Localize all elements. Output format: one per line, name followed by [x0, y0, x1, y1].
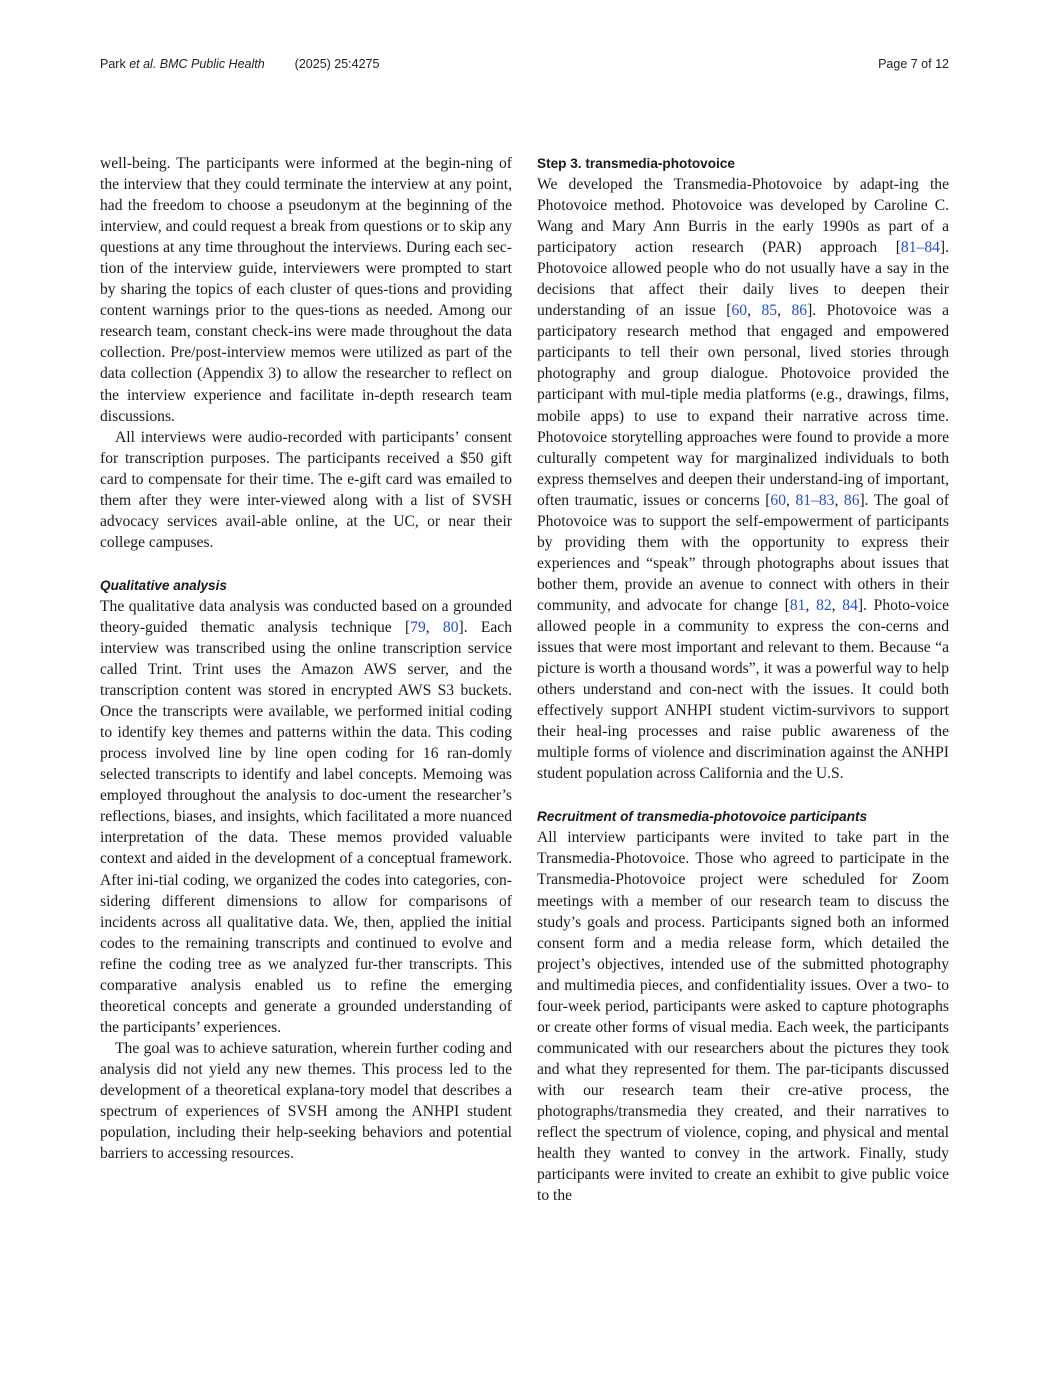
right-column: [537, 153, 949, 1206]
heading-recruitment: Recruitment of transmedia-photovoice participants: [537, 809, 868, 825]
reference-link[interactable]: 81–83: [795, 491, 835, 509]
left-column: [100, 153, 512, 1164]
reference-link[interactable]: 86: [843, 491, 860, 509]
reference-link[interactable]: 84: [842, 596, 858, 614]
paragraph-wellbeing: well-being. The participants were informed at the begin-ning of the interview that they could terminate the interview at any point, had the freedom to choose a pseudonym at the beginning of the interview, and could request a break from questions or to skip any questions at any time throughout the interviews. During each sec-tion of the interview guide, interviewers were prompted to start by sharing the topics of each cluster of ques-tions and providing content warnings prior to the ques-tions as needed. Among our research team, constant check-ins were made throughout the data collection. Pre/post-interview memos were utilized as part of the data collection (Appendix 3) to allow the researcher to reflect on the interview experience and facilitate in-depth research team discussions.: [100, 155, 512, 425]
reference-link[interactable]: 81: [789, 596, 806, 614]
reference-link[interactable]: 82: [816, 596, 832, 614]
page-number: Page 7 of 12: [878, 57, 949, 71]
paragraph-qualitative-analysis: The qualitative data analysis was conducted based on a grounded theory-guided thematic analysis technique [79, 80]. Each interview was transcribed using the online transcription service called Trint. Trint uses the Amazon AWS server, and the transcription content was stored in encrypted AWS S3 buckets. Once the transcripts were available, we performed initial coding to identify key themes and patterns within the data. This coding process involved line by line open coding for 16 ran-domly selected transcripts to identify and label concepts. Memoing was employed throughout the analysis to doc-ument the researcher’s reflections, biases, and insights, which facilitated a more nuanced interpretation of the data. These memos provided valuable context and aided in the development of a conceptual framework. After ini-tial coding, we organized the codes into categories, con-sidering different dimensions to allow for comparisons of incidents across all qualitative data. We, then, applied the initial codes to the remaining transcripts and continued to evolve and refine the coding tree as we analyzed fur-ther transcripts. This comparative analysis enabled us to refine the emerging theoretical concepts and generate a grounded understanding of the participants’ experiences.: [100, 597, 512, 1036]
reference-link[interactable]: 60: [770, 491, 786, 509]
paragraph-recruitment: All interview participants were invited to take part in the Transmedia-Photovoice. Those who agreed to participate in the Transmedia-Photovoice project were scheduled for Zoom meetings with a member of our research team to discuss the study’s goals and process. Participants signed both an informed consent form and a media release form, which detailed the project’s objectives, intended use of the submitted photography and multimedia pieces, and confidentiality issues. Over a two- to four-week period, participants were asked to capture photographs or create other forms of visual media. Each week, the participants communicated with our researchers about the pictures they took and what they represented for them. The par-ticipants discussed with our research team their cre-ative process, the photographs/transmedia they created, and their narratives to reflect the spectrum of violence, coping, and physical and mental health they wanted to convey in the artwork. Finally, study participants were invited to create an exhibit to give public voice to the: [537, 829, 949, 1205]
running-head-journal: BMC Public Health: [156, 57, 265, 71]
running-head: [100, 57, 379, 71]
running-head-etal: et al.: [129, 57, 157, 71]
running-head-citation: (2025) 25:4275: [294, 57, 380, 71]
reference-link[interactable]: 85: [761, 302, 778, 320]
reference-link[interactable]: 79: [410, 618, 426, 636]
heading-qualitative-analysis: Qualitative analysis: [100, 577, 227, 593]
paragraph-photovoice: We developed the Transmedia-Photovoice by adapt-ing the Photovoice method. Photovoice was developed by Caroline C. Wang and Mary Ann Burris in the early 1990s as part of a participatory action research (PAR) approach [81–84]. Photovoice allowed people who do not usually have a say in the decisions that affect their daily lives to deepen their understanding of an issue [60, 85, 86]. Photovoice was a participatory research method that engaged and empowered participants to tell their own personal, lived stories through photography and group dialogue. Photovoice provided the participant with mul-tiple media platforms (e.g., drawings, films, mobile apps) to use to expand their narrative across time. Photovoice storytelling approaches were found to provide a more culturally competent way for marginalized individuals to both express themselves and deepen their understand-ing of important, often traumatic, issues or concerns [60, 81–83, 86]. The goal of Photovoice was to support the self-empowerment of participants by providing them with the opportunity to express their experiences and “speak” through photographs about issues that bother them, provide an avenue to connect with others in their community, and advocate for change [81, 82, 84]. Photo-voice allowed people in a community to express the con-cerns and issues that were most important and relevant to them. Because “a picture is worth a thousand words”, it was a powerful way to help others understand and con-nect with the issues. It could both effectively support ANHPI student victim-survivors to support their heal-ing processes and raise public awareness of the multiple forms of violence and discrimination against the ANHPI student population across California and the U.S.: [537, 176, 950, 783]
reference-link[interactable]: 60: [731, 302, 748, 320]
paragraph-saturation: The goal was to achieve saturation, wherein further coding and analysis did not yield any new themes. This process led to the development of a theoretical explana-tory model that describes a spectrum of experiences of SVSH among the ANHPI student population, including their help-seeking behaviors and potential barriers to accessing resources.: [100, 1039, 512, 1163]
reference-link[interactable]: 80: [442, 618, 459, 636]
running-head-authors: Park: [100, 57, 130, 71]
reference-link[interactable]: 81–84: [900, 239, 940, 257]
paragraph-audio-recorded: All interviews were audio-recorded with participants’ consent for transcription purposes. The participants received a $50 gift card to compensate for their time. The e-gift card was emailed to them after they were inter-viewed along with a list of SVSH advocacy services avail-able online, at the UC, or near their college campuses.: [100, 428, 512, 551]
heading-step-3: Step 3. transmedia-photovoice: [537, 156, 735, 171]
reference-link[interactable]: 86: [791, 302, 808, 320]
